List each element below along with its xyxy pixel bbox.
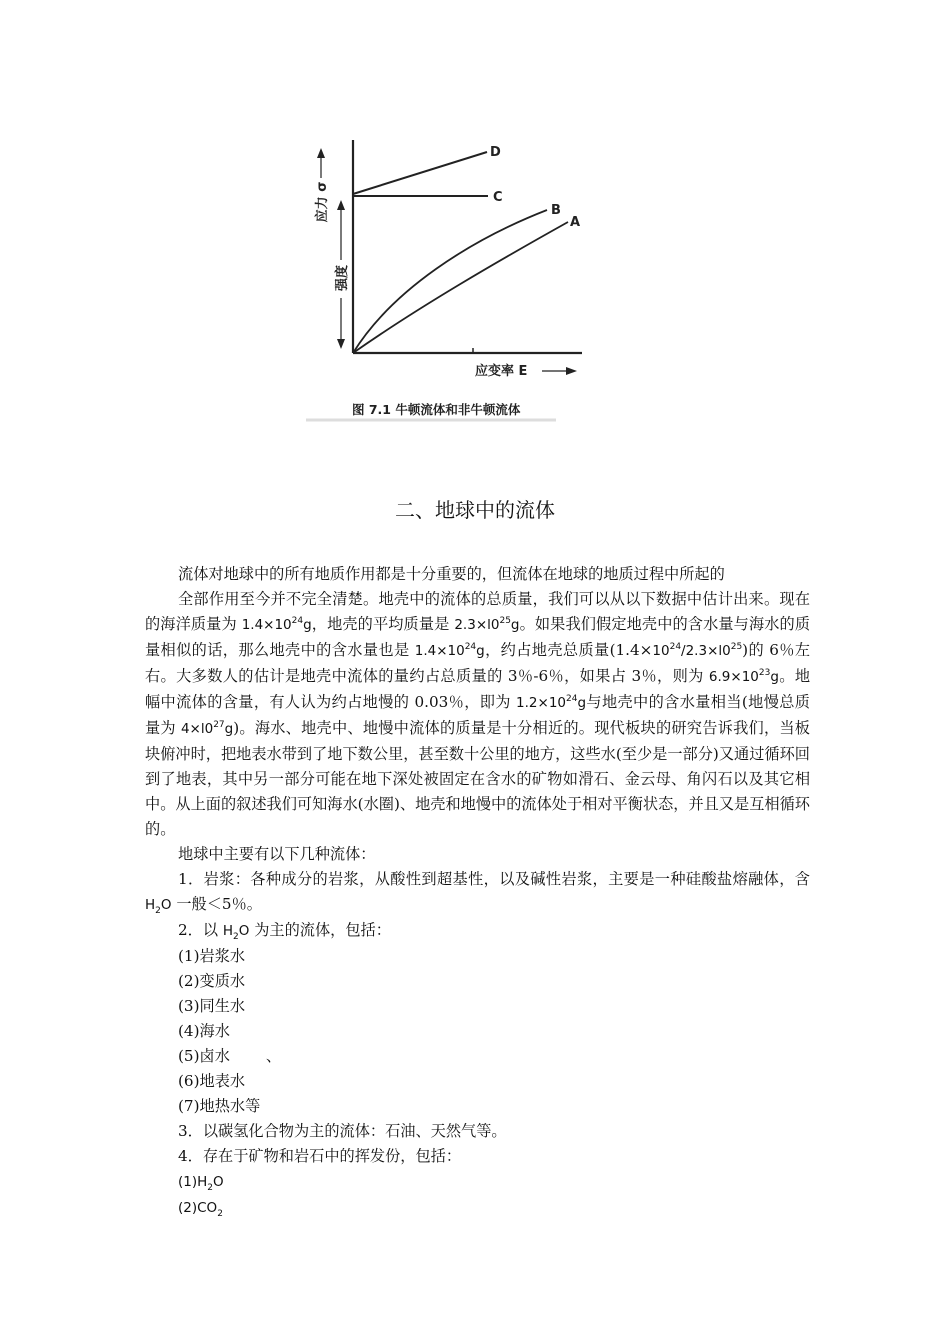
list-item-4: 4．存在于矿物和岩石中的挥发份，包括： — [178, 1147, 462, 1165]
v2-sub: 2 — [217, 1209, 223, 1219]
mantle-mass-exp: 24 — [566, 694, 578, 704]
sub-item-3: (3)同生水 — [178, 997, 246, 1015]
crust-mass-exp: 25 — [499, 616, 511, 626]
p1-line1-text: 流体对地球中的所有地质作用都是十分重要的，但流体在地球的地质过程中所起的 — [178, 565, 725, 583]
curve-b — [353, 210, 547, 353]
mantle-mass-base: 1.2×10 — [516, 695, 567, 711]
brine-mark: 、 — [265, 1047, 282, 1065]
curve-label-c: C — [493, 190, 503, 205]
item1-text: 1．岩浆：各种成分的岩浆，从酸性到超基性，以及碱性岩浆，主要是一种硅酸盐熔融体，含 — [178, 870, 810, 888]
mantle-total-exp: 27 — [213, 720, 225, 730]
sub-item-6: (6)地表水 — [178, 1072, 246, 1090]
sub-item-5-text: (5)卤水 — [178, 1047, 230, 1065]
ocean-mass-exp: 24 — [291, 616, 304, 626]
item2-o: O — [238, 923, 250, 939]
volatile-1 — [145, 1169, 810, 1195]
p1-text-b: ，地壳的平均质量是 — [311, 615, 450, 633]
item2-prefix: 2．以 — [178, 921, 219, 939]
mantle-mass-unit: g — [577, 695, 587, 711]
mantle-mass — [516, 695, 586, 711]
ratio-b-exp: 25 — [730, 642, 743, 652]
list-intro: 地球中主要有以下几种流体： — [178, 845, 376, 863]
item1-o: O — [160, 897, 172, 913]
item1-sub: 2 — [155, 906, 161, 916]
figure-caption: 图 7.1 牛顿流体和非牛顿流体 — [352, 402, 521, 417]
ocean-mass — [242, 617, 312, 633]
ratio-a: 10 — [652, 643, 670, 659]
list-item-3: 3．以碳氢化合物为主的流体：石油、天然气等。 — [178, 1122, 507, 1140]
water-mass-base: 1.4×10 — [414, 643, 465, 659]
paragraph-1 — [145, 587, 810, 842]
newtonian-fluid-figure — [300, 130, 600, 430]
list-item-1 — [145, 867, 810, 918]
p1-text-e: )的 6％左右。大多数人的估计是地壳中流体的量约占总质量的 3％-6％，如果占 3％，则为 — [145, 641, 811, 685]
water-mass-unit: g — [476, 643, 485, 659]
crust-mass-base: 2.3×l0 — [454, 617, 500, 633]
p1-text-a: 全部作用至今并不完全清楚。地壳中的流体的总质量，我们可以从以下数据中估计出来。现在的海洋质量为 — [145, 590, 810, 633]
crust-mass-unit: g — [510, 617, 520, 633]
list-item-2 — [145, 918, 810, 944]
water-mass-exp: 24 — [464, 642, 477, 652]
body-text — [145, 562, 810, 1221]
strength-arrow-down-head — [337, 339, 345, 349]
curve-a — [353, 222, 568, 353]
p1-text-f: 。地幅中流体的含量，有人认为约占地慢的 0.03％，即为 — [145, 667, 811, 711]
mantle-total-base: 4×l0 — [180, 721, 214, 737]
ratio-a-exp: 24 — [669, 642, 682, 652]
p1-text-h: )。海水、地壳中、地慢中流体的质量是十分相近的。现代板块的研究告诉我们，当板块俯冲时，把地表水带到了地下数公里，甚至数十公里的地方，这些水(至少是一部分)又通过循环回到了地表，其中另一部分可能在地下深处被固定在含水的矿物如滑石、金云母、角闪石以及其它相中。从上面的叙述我们可知海水(水圈)、地壳和地慢中的流体处于相对平衡状态，并且又是互相循环的。 — [145, 719, 810, 838]
item2-sub: 2 — [233, 932, 239, 942]
ocean-mass-unit: g — [303, 617, 312, 633]
sub-item-4: (4)海水 — [178, 1022, 230, 1040]
sub-item-7: (7)地热水等 — [178, 1097, 261, 1115]
item2-tail: 为主的流体，包括： — [254, 921, 391, 939]
y-label-stress: 应力 σ — [315, 181, 330, 223]
volatile-1-formula — [178, 1174, 224, 1193]
three-pct-mass — [709, 669, 779, 685]
y-label-strength: 强度 — [335, 264, 350, 292]
v2-prefix: (2)CO — [178, 1200, 218, 1216]
water-mass — [415, 643, 485, 659]
item1-tail: 一般＜5％。 — [176, 895, 262, 913]
item2-h: H — [222, 923, 234, 939]
curve-label-d: D — [490, 145, 501, 160]
item1-h: H — [145, 897, 156, 913]
three-pct-exp: 23 — [758, 668, 771, 678]
three-pct-unit: g — [770, 669, 779, 685]
sub-item-2: (2)变质水 — [178, 972, 246, 990]
item1-water-formula — [145, 897, 172, 916]
volatile-2-formula — [178, 1200, 223, 1219]
v1-tail: O — [213, 1174, 224, 1190]
crust-mass — [454, 617, 519, 633]
paragraph-1-line-1 — [145, 562, 810, 587]
curve-label-b: B — [551, 203, 561, 218]
mantle-total-unit: g — [224, 721, 234, 737]
section-title: 二、地球中的流体 — [395, 498, 555, 522]
three-pct-base: 6.9×10 — [708, 669, 759, 685]
p1-text-c: 。如果我们假定地壳中的含水量与海水的质量相似的话，那么地壳中的含水量也是 — [145, 615, 811, 659]
ocean-mass-base: 1.4×10 — [241, 617, 292, 633]
p1-text-d: ，约占地壳总质量(1.4× — [484, 641, 653, 659]
sub-item-5 — [145, 1044, 810, 1069]
strength-arrow-up-head — [337, 200, 345, 210]
ratio-b: /2.3×l0 — [681, 643, 731, 659]
sub-item-1: (1)岩浆水 — [178, 947, 246, 965]
volatile-2 — [145, 1195, 810, 1221]
curve-d — [353, 152, 487, 194]
x-arrow-head — [566, 367, 577, 375]
v1-prefix: (1)H — [178, 1174, 208, 1190]
curve-label-a: A — [570, 215, 581, 230]
stress-arrow-head — [317, 148, 325, 158]
v1-sub: 2 — [207, 1183, 214, 1193]
mantle-total — [181, 721, 233, 737]
mass-ratio — [652, 643, 742, 659]
p1-text-g: 与地壳中的含水量相当(地慢总质量为 — [145, 693, 810, 737]
item2-water-formula — [222, 923, 250, 942]
x-label: 应变率 E — [475, 364, 528, 379]
